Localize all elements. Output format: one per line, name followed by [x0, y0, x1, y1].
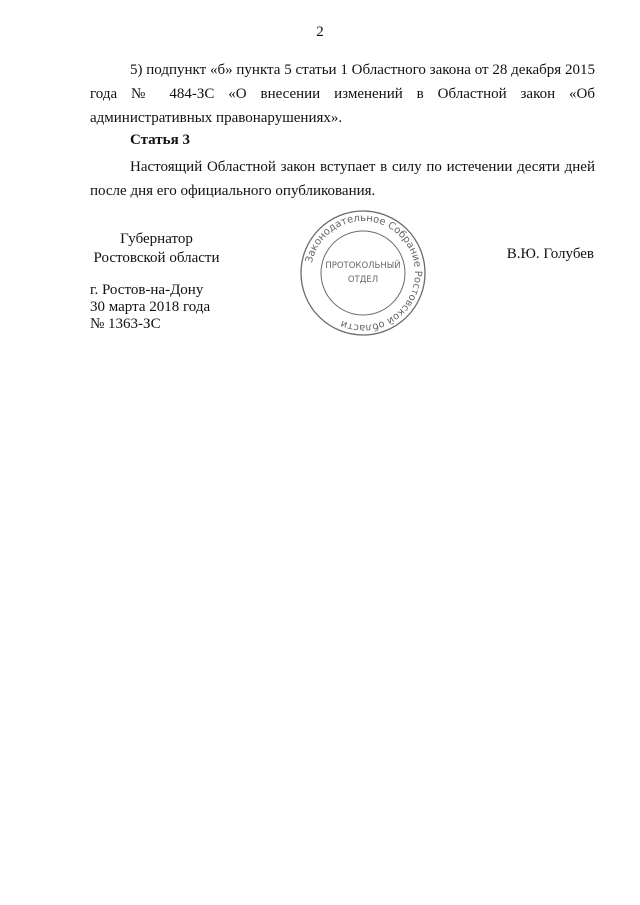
official-stamp [298, 208, 428, 338]
place-and-date [90, 282, 210, 333]
position-line-2: Ростовской области [93, 250, 220, 266]
stamp-outer-text: Законодательное Собрание Ростовской области [304, 212, 424, 334]
paragraph-entry-into-force: Настоящий Областной закон вступает в силу по истечении десяти дней после дня его официального опубликования. [90, 159, 595, 199]
stamp-inner-line-2: ОТДЕЛ [347, 275, 379, 285]
signatory-position [90, 230, 223, 268]
city: г. Ростов-на-Дону [90, 282, 204, 298]
position-line-1: Губернатор [120, 231, 193, 247]
article-heading: Статья 3 [130, 132, 190, 148]
signatory-name: В.Ю. Голубев [506, 246, 594, 262]
paragraph-amendment: 5) подпункт «б» пункта 5 статьи 1 Областного закона от 28 декабря 2015 года № 484-ЗС «О внесении изменений в Областной закон «Об административных правонарушениях». [90, 62, 595, 126]
date: 30 марта 2018 года [90, 299, 211, 315]
page-number: 2 [316, 24, 324, 40]
law-number: № 1363-ЗС [90, 316, 161, 332]
stamp-inner-line-1: ПРОТОКОЛЬНЫЙ [325, 261, 401, 271]
